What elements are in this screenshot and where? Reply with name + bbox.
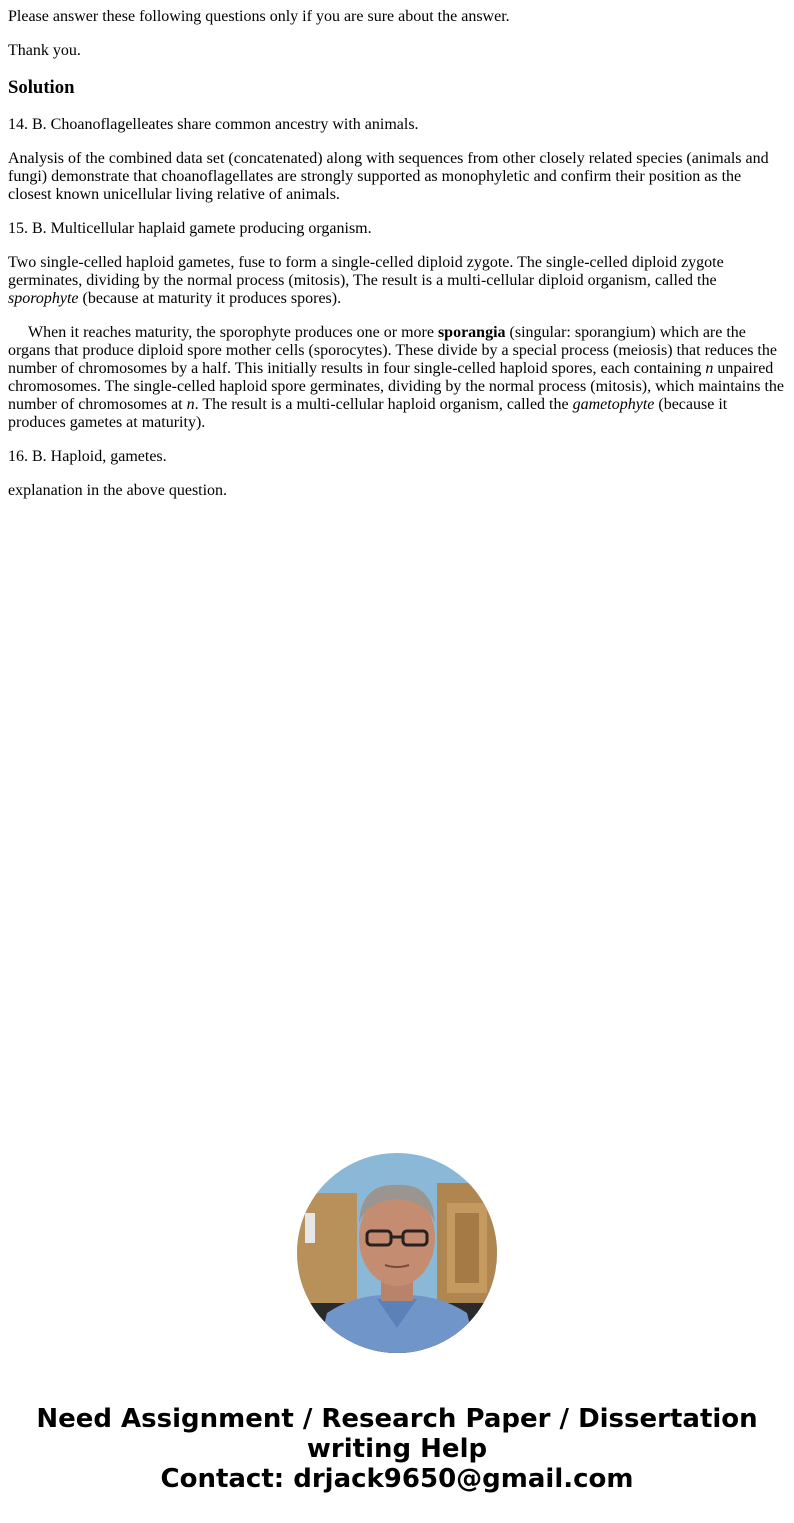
term-n: n [705,360,714,377]
text-span: (singular: sporangium) which are the organs that produce diploid spore mother cells (sporocytes). These divide by a special process (meiosis) that reduces the number of chromosomes by a half. This initially results in four single-celled haploid spores, each containing [8,324,777,377]
avatar [297,1153,497,1353]
text-span: (because at maturity it produces spores). [78,290,342,307]
explanation-15-part1 [8,254,786,308]
explanation-15-part2 [8,324,786,432]
avatar-portrait-icon [297,1153,497,1353]
explanation-16: explanation in the above question. [8,482,228,499]
text-span: unpaired chromosomes. The single-celled haploid spore germinates, dividing by the normal process (mitosis), which maintains the number of chromosomes at [8,360,784,413]
question-intro: Please answer these following questions only if you are sure about the answer. [8,8,510,25]
text-span: When it reaches maturity, the sporophyte produces one or more [28,324,438,341]
text-span: (because it produces gametes at maturity). [8,396,728,431]
text-span: Two single-celled haploid gametes, fuse to form a single-celled diploid zygote. The single-celled diploid zygote germinates, dividing by the normal process (mitosis), The result is a multi-cellular diploid organism, called the [8,254,724,289]
explanation-14: Analysis of the combined data set (concatenated) along with sequences from other closely related species (animals and fungi) demonstrate that choanoflagellates are strongly supported as monophyletic and confirm their position as the closest known unicellular living relative of animals. [8,150,769,203]
text-span: . The result is a multi-cellular haploid organism, called the [194,396,573,413]
document-body [8,0,786,516]
footer-contact: Contact: drjack9650@gmail.com [160,1464,634,1494]
answer-16: 16. B. Haploid, gametes. [8,448,167,465]
term-sporangia: sporangia [437,324,506,341]
answer-14: 14. B. Choanoflagelleates share common ancestry with animals. [8,116,419,133]
footer-line-2: writing Help [306,1434,488,1464]
solution-heading: Solution [8,77,75,98]
term-gametophyte: gametophyte [572,396,655,413]
term-sporophyte: sporophyte [8,290,79,307]
footer-line-1: Need Assignment / Research Paper / Dissertation [36,1404,758,1434]
answer-15: 15. B. Multicellular haplaid gamete producing organism. [8,220,372,237]
footer-banner [0,1404,794,1494]
term-n: n [186,396,195,413]
question-thanks: Thank you. [8,42,81,59]
